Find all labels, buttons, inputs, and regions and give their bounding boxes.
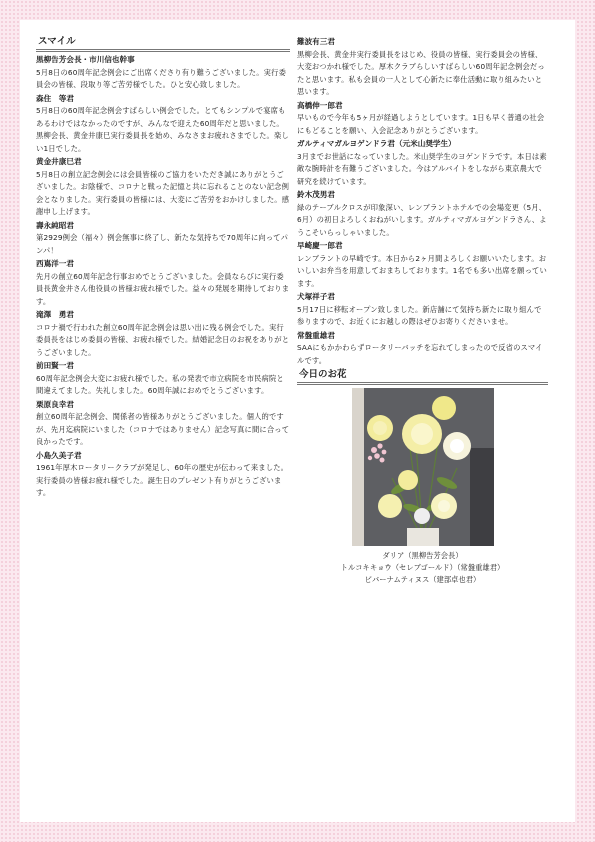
- smile-entry: [297, 240, 548, 290]
- entry-message: 5月8日の創立記念例会には会員皆様のご協力をいただき誠にありがとうございました。お陰様で、コロナと戦った記憶と共に忘れることのない記念例会となりました。実行委員の皆様には、大変にご苦労をおかけしました。感謝申し上げます。: [36, 169, 290, 216]
- entry-author: 西嶌洋一君: [36, 259, 74, 268]
- entry-author: 小島久美子君: [36, 450, 82, 460]
- smile-entry: [297, 330, 548, 368]
- left-column: [36, 36, 290, 501]
- entry-message: 5月8日の60周年記念例会にご出席くださり有り難うございました。実行委員会の皆様、段取り等ご苦労様でした。ひと安心致しました。: [36, 67, 287, 89]
- entry-author: 前田賢一君: [36, 361, 74, 370]
- entry-author: 壽永純昭君: [36, 220, 74, 230]
- smile-list-left: [36, 54, 290, 500]
- entry-message: レンブラントの早崎です。本日から2ヶ月間よろしくお願いいたします。おいしいお弁当を用意しておまちしております。1名でも多い出席を願っています。: [297, 253, 547, 288]
- newsletter-page: [20, 20, 575, 822]
- flower-caption-line: トルコキキョウ（セレブゴールド）（常盤重雄君）: [340, 563, 505, 572]
- entry-author: 高橋伸一郎君: [297, 100, 343, 110]
- flower-caption-line: ダリア（黒柳告芳会長）: [382, 551, 463, 560]
- smile-entry: [36, 399, 290, 449]
- entry-message: 5月8日の60周年記念例会すばらしい例会でした。とてもシンプルで宴席もあるわけではなかったのですが、みんなで迎えた60周年だと思いました。黒柳会長、黄金井康巳実行委員長を始め、みなさまお疲れさまでした。楽しい1日でした。: [36, 106, 289, 153]
- smile-entry: [297, 291, 548, 329]
- smile-entry: [36, 54, 290, 92]
- entry-author: 早崎慶一郎君: [297, 241, 343, 250]
- smile-entry: [297, 189, 548, 239]
- smile-entry: [36, 450, 290, 500]
- smile-section-header: スマイル: [36, 36, 290, 52]
- entry-message: 早いもので今年も5ヶ月が経過しようとしています。1日も早く普通の社会にもどることを願い、入会記念ありがとうございます。: [297, 113, 545, 135]
- right-column: [297, 36, 548, 586]
- entry-message: 3月までお世話になっていました。米山奨学生のヨゲンドラです。本日は素敵な腕時計を有難うございました。今はアルバイトをしながら東京農大で研究を続けています。: [297, 151, 547, 186]
- entry-message: 創立60周年記念例会、関係者の皆様ありがとうございました。個人的ですが、先月迄病院にいました（コロナではありません）記念写真に間に合って良かったです。: [36, 412, 290, 446]
- entry-message: 先月の創立60周年記念行事おめでとうございました。会員ならびに実行委員長黄金井さん他役員の皆様お疲れ様でした。益々の発展を期待しております。: [36, 271, 290, 306]
- entry-message: コロナ禍で行われた創立60周年記念例会は思い出に残る例会でした。実行委員長をはじめ委員の皆様、お疲れ様でした。結婚記念日のお祝をありがとうございました。: [36, 322, 290, 357]
- entry-message: 60周年記念例会大変にお疲れ様でした。私の発表で市立病院を市民病院と間違えてました。失礼しました。60周年誠におめでとうございます。: [36, 373, 284, 395]
- flower-section-header: 今日のお花: [297, 369, 548, 385]
- flower-captions: [297, 550, 548, 586]
- smile-entry: [36, 258, 290, 308]
- entry-message: 5月17日に移転オープン致しました。新店舗にて気持ち新たに取り組んで参りますので、お近くにお越しの際はぜひお寄りくださいませ。: [297, 304, 542, 326]
- entry-message: 第2929例会（福々）例会無事に終了し、新たな気持ちで70周年に向ってパンパ！: [36, 233, 289, 255]
- flower-caption-line: ビバーナムティヌス（建部卓也君）: [364, 575, 481, 584]
- entry-author: 黒柳告芳会長・市川信也幹事: [36, 55, 135, 64]
- smile-entry: [297, 36, 548, 99]
- entry-author: 黄金井康巳君: [36, 157, 82, 166]
- entry-author: 難波有三君: [297, 37, 335, 46]
- entry-message: SAAにもかかわらずロータリーバッチを忘れてしまったので反省のスマイルです。: [297, 343, 543, 365]
- smile-entry: [297, 138, 548, 188]
- flower-photo: [352, 388, 494, 546]
- smile-entry: [36, 309, 290, 359]
- smile-list-right: [297, 36, 548, 367]
- smile-entry: [297, 100, 548, 138]
- entry-author: 犬塚祥子君: [297, 292, 335, 301]
- entry-message: 緑のテーブルクロスが印象深い、レンブラントホテルでの会場変更（5月、6月）の初日よろしくおねがいします。ガルティマガルヨゲンドラさん、ようこそいらっしゃいました。: [297, 202, 547, 237]
- entry-author: 滝澤 勇君: [36, 310, 74, 319]
- smile-entry: [36, 220, 290, 258]
- smile-entry: [36, 93, 290, 156]
- entry-author: ガルティマガルヨゲンドラ君（元米山奨学生）: [297, 139, 456, 148]
- entry-message: 1961年厚木ロータリークラブが発足し、60年の歴史が伝わって来ました。実行委員の皆様お疲れ様でした。誕生日のプレゼント有りがとうございます。: [36, 463, 289, 497]
- entry-author: 鈴木茂男君: [297, 190, 335, 199]
- flower-arrangement-image: [352, 388, 494, 546]
- entry-author: 栗原良幸君: [36, 399, 74, 409]
- smile-entry: [36, 360, 290, 398]
- entry-author: 森住 等君: [36, 93, 74, 103]
- entry-author: 常盤重雄君: [297, 330, 335, 340]
- smile-entry: [36, 156, 290, 219]
- flower-section: [297, 369, 548, 586]
- entry-message: 黒柳会長、黄金井実行委員長をはじめ、役員の皆様、実行委員会の皆様、大変おつかれ様でした。厚木クラブらしいすばらしい60周年記念例会だったと思います。私も会員の一人として心新たに奉仕活動に取り組みたいと思います。: [297, 49, 545, 96]
